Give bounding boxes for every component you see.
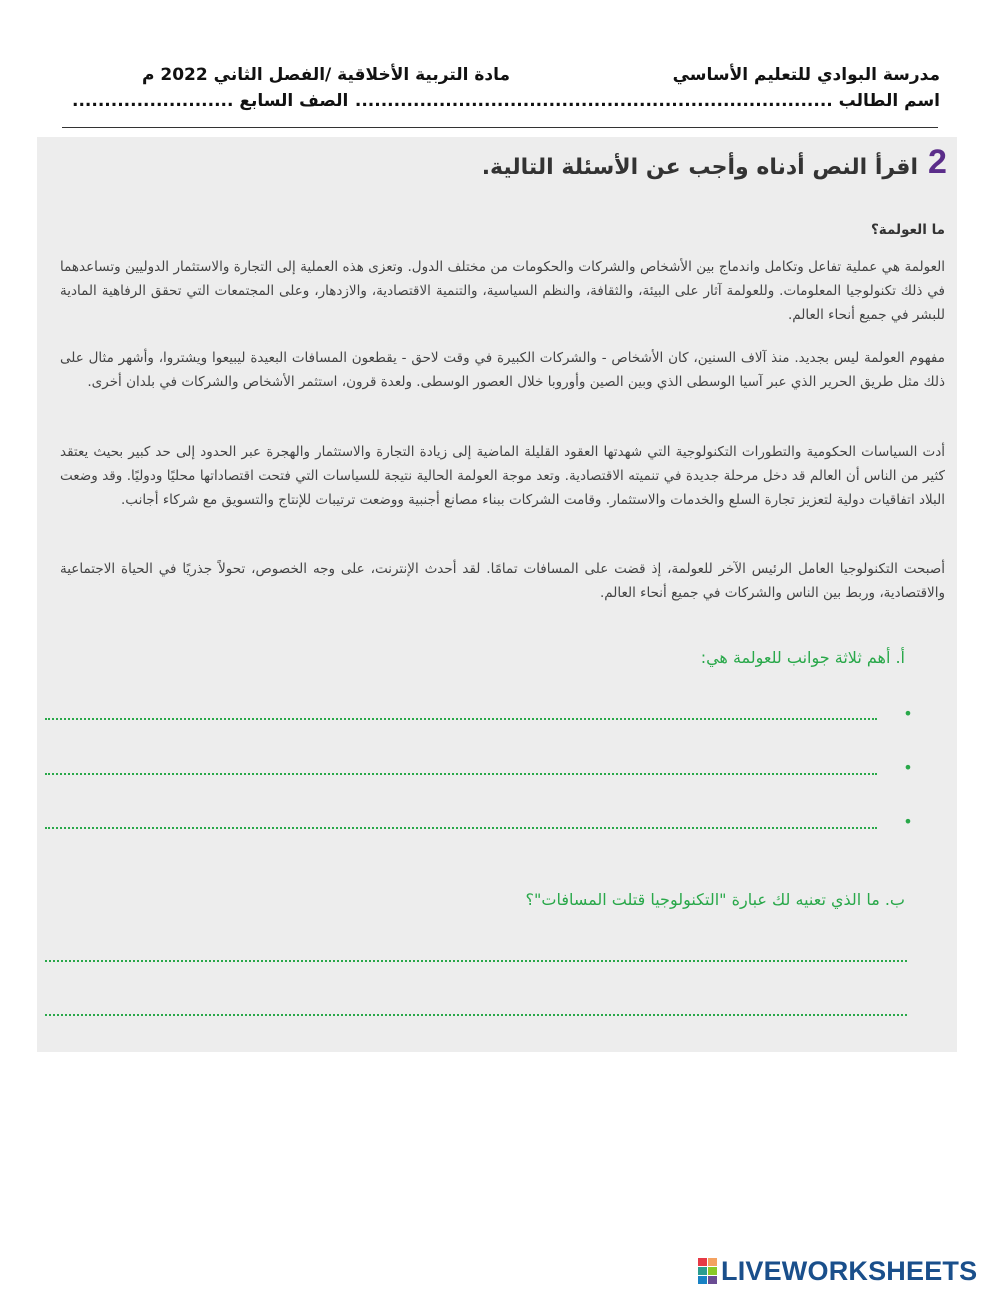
question-b-label: ب. ما الذي تعنيه لك عبارة "التكنولوجيا قتلت المسافات"؟ xyxy=(525,890,905,909)
header-divider xyxy=(62,127,938,128)
question-title: اقرأ النص أدناه وأجب عن الأسئلة التالية. xyxy=(481,155,918,180)
grade-field: الصف السابع ......................... xyxy=(72,91,349,111)
answer-line-a1[interactable] xyxy=(45,718,877,720)
answer-line-a3[interactable] xyxy=(45,827,877,829)
passage-paragraph-2: مفهوم العولمة ليس بجديد. منذ آلاف السنين، كان الأشخاص - والشركات الكبيرة في وقت لاحق - يقطعون المسافات البعيدة ليبيعوا ويشتروا، وأشهر مثال على ذلك مثل طريق الحرير الذي عبر آسيا الوسطى الذي وبين الصين وأوروبا خلال العصور الوسطى. ولعدة قرون، استثمر الأشخاص والشركات في بلدان أخرى. xyxy=(60,350,945,390)
passage-paragraph-3: أدت السياسات الحكومية والتطورات التكنولوجية التي شهدتها العقود القليلة الماضية إلى زيادة التجارة والاستثمار والهجرة عبر الحدود إلى حد كبير بحيث يعتقد كثير من الناس أن العالم قد دخل مرحلة جديدة في تنميته الاقتصادية. وتعد موجة العولمة الحالية نتيجة للسياسات التي فتحت اقتصاداتها محليًا ودوليًا. وقد وضعت البلاد اتفاقيات دولية لتعزيز تجارة السلع والخدمات والاستثمار. وقامت الشركات ببناء مصانع أجنبية ووضعت ترتيبات للإنتاج والتسويق مع شركاء أجانب. xyxy=(60,444,945,508)
logo-cell xyxy=(708,1267,717,1275)
answer-bullet-3: • xyxy=(903,812,913,831)
liveworksheets-logo-icon xyxy=(698,1258,717,1284)
answer-bullet-1: • xyxy=(903,704,913,723)
school-name: مدرسة البوادي للتعليم الأساسي xyxy=(672,65,940,85)
logo-cell xyxy=(698,1276,707,1284)
liveworksheets-logo-text: LIVEWORKSHEETS xyxy=(721,1255,978,1286)
logo-cell xyxy=(708,1258,717,1266)
passage-heading: ما العولمة؟ xyxy=(870,222,945,238)
subject-term: مادة التربية الأخلاقية /الفصل الثاني 2022 م xyxy=(142,65,511,85)
answer-line-a2[interactable] xyxy=(45,773,877,775)
passage-paragraph-1: العولمة هي عملية تفاعل وتكامل واندماج بين الأشخاص والشركات والحكومات من مختلف الدول. وتعزى هذه العملية إلى التجارة والاستثمار الدوليين وتساعدهما في ذلك تكنولوجيا المعلومات. وللعولمة آثار على البيئة، والثقافة، والنظم السياسية، والتنمية الاقتصادية، والازدهار، وعلى المجتمعات التي تحقق الرفاهية المادية للبشر في جميع أنحاء العالم. xyxy=(60,259,945,323)
logo-cell xyxy=(698,1258,707,1266)
logo-cell xyxy=(698,1267,707,1275)
answer-line-b2[interactable] xyxy=(45,1014,907,1016)
student-name-field[interactable]: اسم الطالب .......................................................................... xyxy=(354,91,940,111)
liveworksheets-logo xyxy=(698,1255,977,1287)
answer-bullet-2: • xyxy=(903,758,913,777)
question-a-label: أ. أهم ثلاثة جوانب للعولمة هي: xyxy=(700,648,905,667)
logo-cell xyxy=(708,1276,717,1284)
answer-line-b1[interactable] xyxy=(45,960,907,962)
question-number: 2 xyxy=(928,143,947,181)
passage-paragraph-4: أصبحت التكنولوجيا العامل الرئيس الآخر للعولمة، إذ قضت على المسافات تمامًا. لقد أحدث الإنترنت، على وجه الخصوص، تحولاً جذريًا في الحياة الاجتماعية والاقتصادية، وربط بين الناس والشركات في جميع أنحاء العالم. xyxy=(60,561,945,601)
